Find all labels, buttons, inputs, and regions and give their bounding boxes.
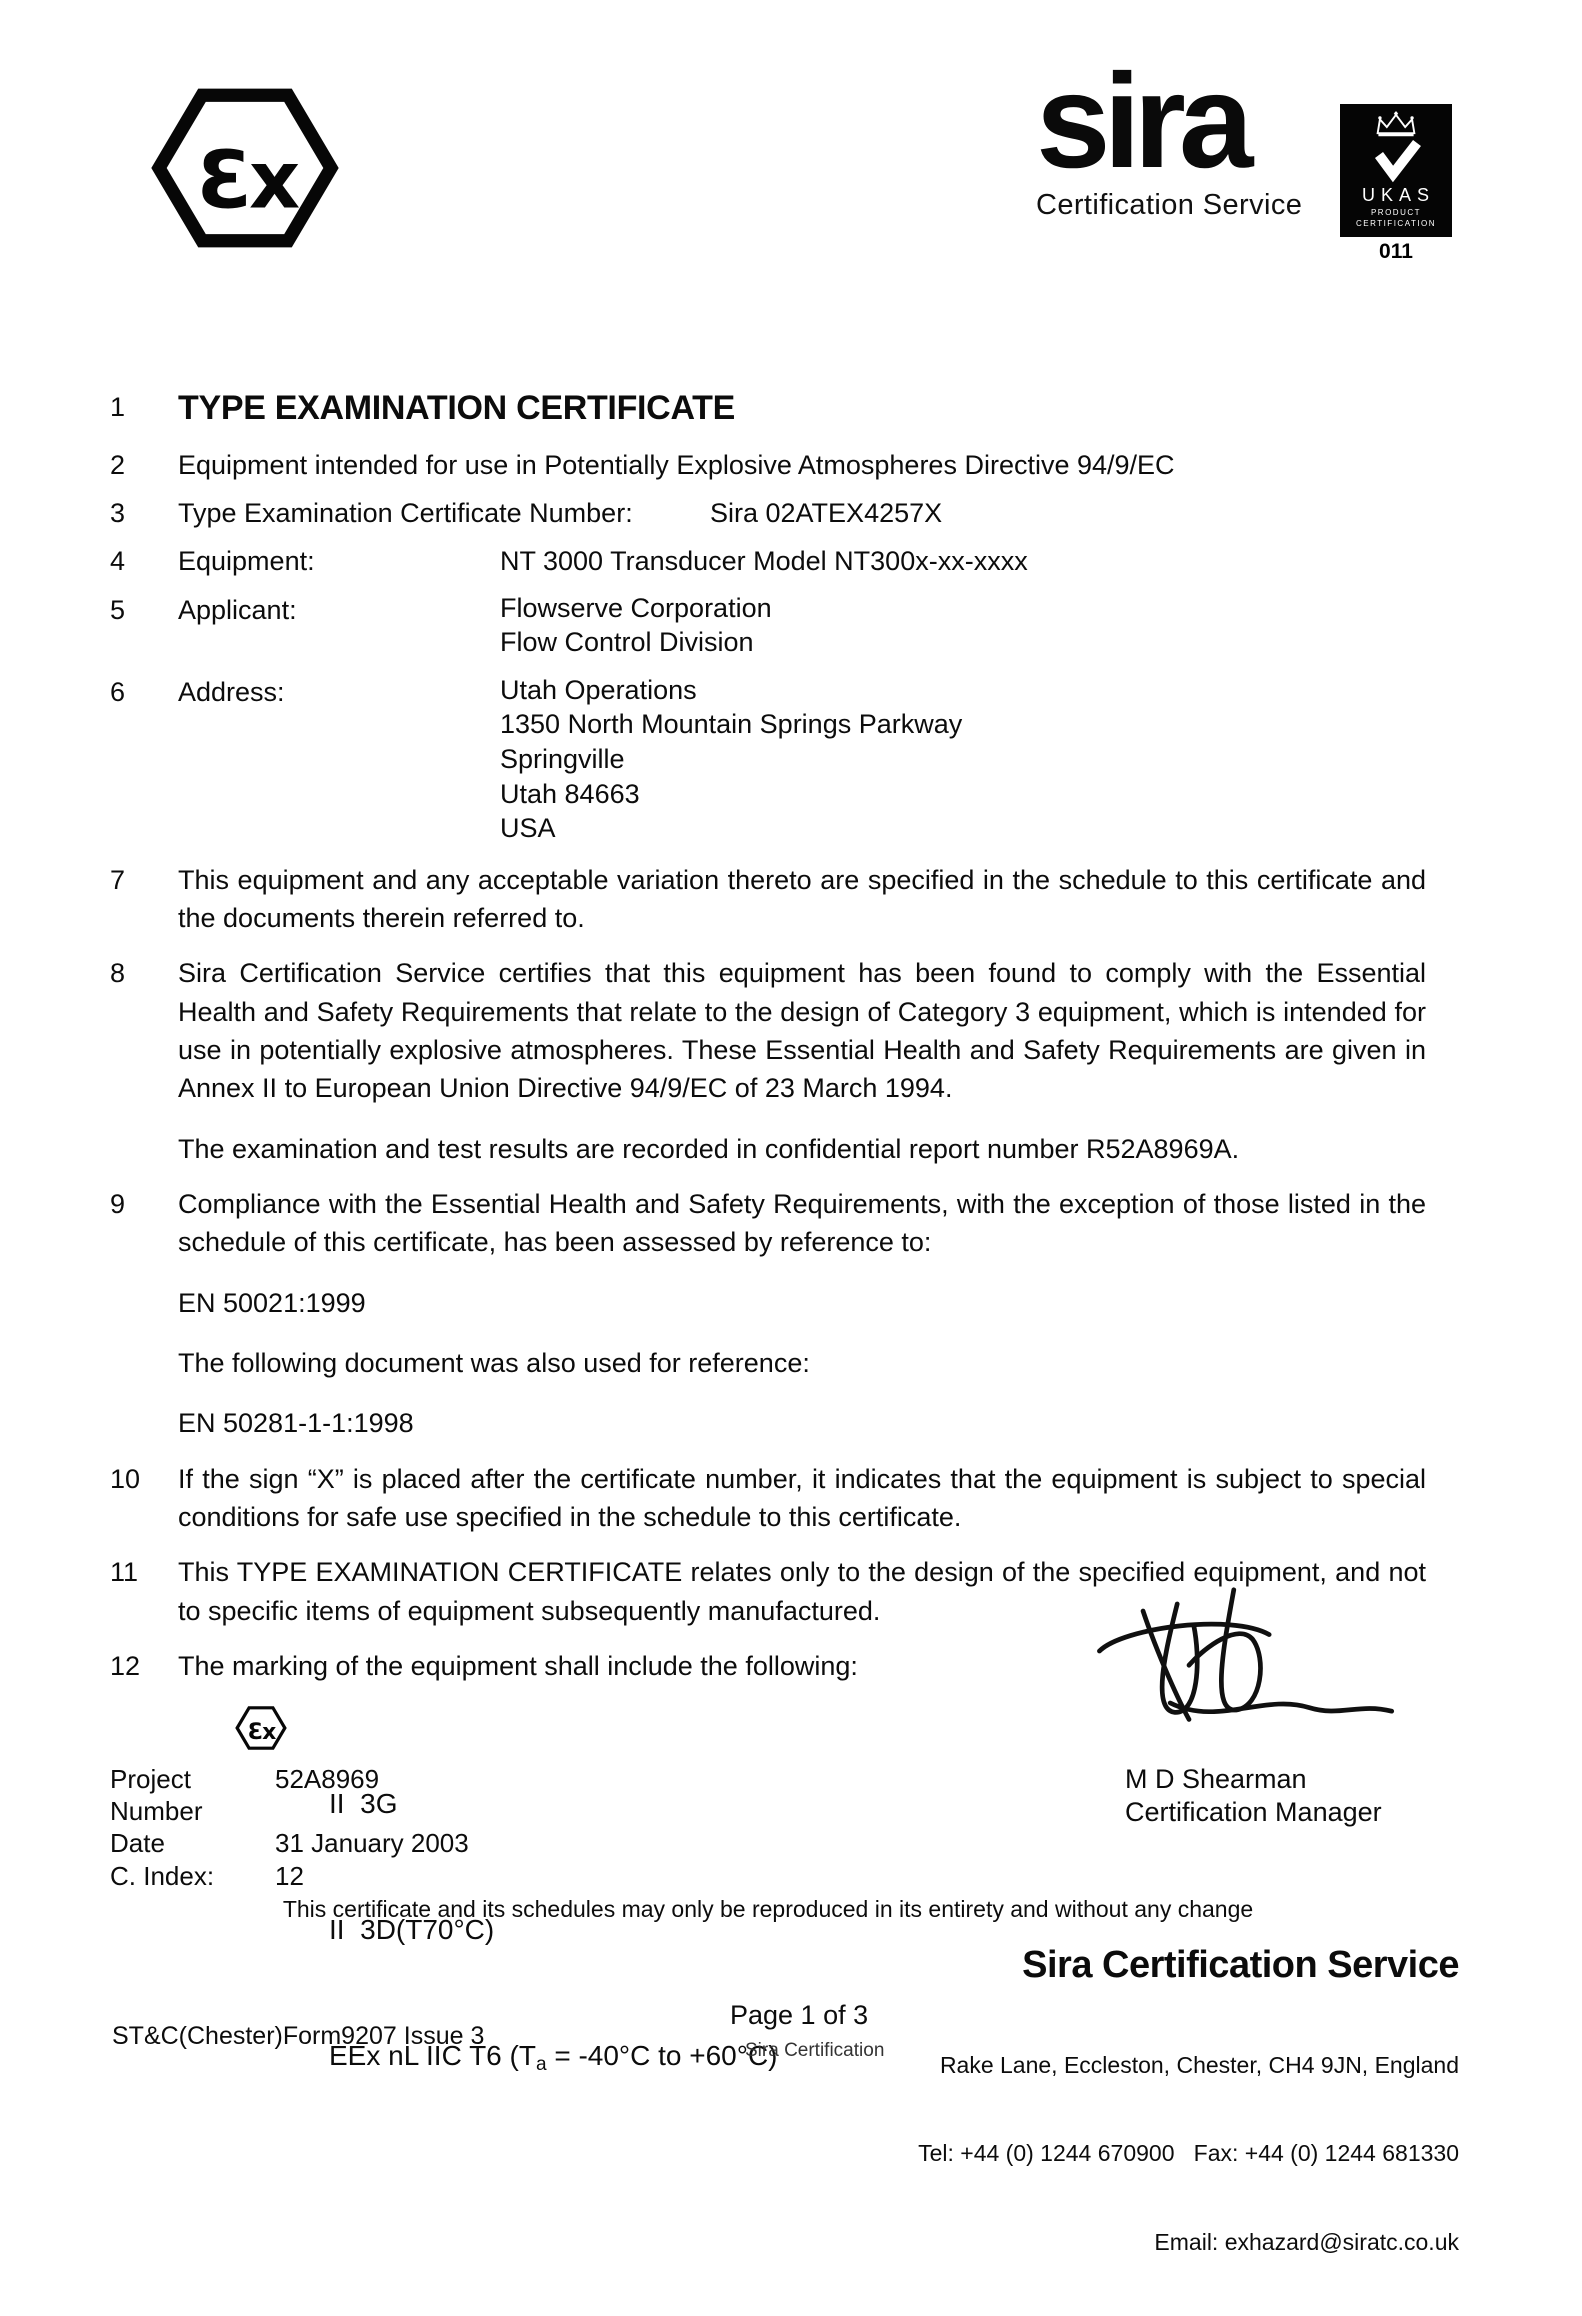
project-number-row	[110, 1763, 469, 1827]
clause-text: Compliance with the Essential Health and Safety Requirements, with the exception of those listed in the schedule of this certificate, has been assessed by reference to:	[178, 1188, 1426, 1258]
c-index-row	[110, 1860, 469, 1892]
clause-number: 11	[110, 1557, 139, 1588]
marking-line-group: II 3G	[329, 1788, 398, 1820]
clause-number: 8	[110, 958, 126, 989]
clause-2	[110, 446, 1426, 484]
ukas-name: UKAS	[1361, 185, 1436, 205]
clause-number: 5	[110, 594, 126, 625]
clause-number: 4	[110, 546, 126, 577]
clause-text: This equipment and any acceptable variation thereto are specified in the schedule to this certificate and the documents therein referred to.	[178, 864, 1426, 933]
clause-6	[110, 673, 1426, 846]
date-row	[110, 1827, 469, 1859]
ukas-badge	[1340, 104, 1452, 264]
subscript-a: a	[535, 2053, 547, 2075]
clause-5	[110, 591, 1426, 660]
clause-number: 1	[110, 392, 126, 422]
ex-symbol-text: Ɛx	[247, 1720, 276, 1746]
clause-text: This TYPE EXAMINATION CERTIFICATE relates only to the design of the specified equipment, and not to specific items of equipment subsequently manufactured.	[178, 1557, 1426, 1626]
ukas-product-line: PRODUCT	[1370, 208, 1422, 217]
report-reference-text: The examination and test results are recorded in confidential report number R52A8969A.	[178, 1133, 1240, 1164]
footer-contact-block	[918, 1992, 1459, 2316]
clause-number: 7	[110, 864, 126, 895]
clause-text: Sira Certification Service certifies that this equipment has been found to comply with the Essential Health and Safety Requirements that relate to the design of Category 3 equipment, which is intended for use in potentially explosive atmospheres. These Essential Health and Safety Requirements are given in Annex II to European Union Directive 94/9/EC of 23 March 1994.	[178, 958, 1426, 1104]
clause-number: 9	[110, 1188, 126, 1219]
project-number-label: Project Number	[110, 1764, 203, 1827]
date-value: 31 January 2003	[275, 1828, 469, 1859]
clause-number: 12	[110, 1650, 141, 1681]
sira-logo-block	[1036, 48, 1336, 222]
address-line: Springville	[500, 743, 625, 774]
ukas-badge-box	[1340, 104, 1452, 237]
clause-4	[110, 542, 1426, 580]
clause-text: The marking of the equipment shall include the following:	[178, 1650, 858, 1681]
equipment-label: Equipment:	[178, 546, 315, 577]
clause-number: 2	[110, 449, 126, 480]
applicant-label: Applicant:	[178, 594, 297, 625]
sira-wordmark: sira	[1036, 47, 1247, 196]
certificate-number-value: Sira 02ATEX4257X	[710, 498, 943, 529]
signature-handwriting	[1090, 1578, 1420, 1743]
address-line: 1350 North Mountain Springs Parkway	[500, 709, 963, 740]
ex-symbol-text: Ɛx	[197, 133, 297, 227]
marking-line-eex: EEx nL IIC T6 (Ta = -40°C to +60°C)	[329, 2040, 778, 2075]
clause-9	[110, 1185, 1426, 1443]
ukas-number: 011	[1379, 240, 1413, 263]
clause-number: 3	[110, 498, 126, 529]
footer-address-line: Rake Lane, Eccleston, Chester, CH4 9JN, England	[939, 2051, 1459, 2078]
clause-10	[110, 1460, 1426, 1537]
standard-en-50021: EN 50021:1999	[178, 1287, 366, 1318]
address-label: Address:	[178, 676, 285, 707]
signer-name: M D Shearman	[1125, 1764, 1307, 1794]
reference-note: The following document was also used for reference:	[178, 1347, 810, 1378]
address-line: Utah Operations	[500, 674, 697, 705]
clause-number: 10	[110, 1463, 141, 1494]
address-line: Utah 84663	[500, 778, 640, 809]
clause-1	[110, 388, 1426, 429]
page-number: Page 1 of 3	[730, 2000, 869, 2030]
c-index-value: 12	[275, 1860, 304, 1891]
ukas-certification-line: CERTIFICATION	[1355, 219, 1437, 228]
footer-telfax-line: Tel: +44 (0) 1244 670900 Fax: +44 (0) 1244 681330	[918, 2140, 1459, 2167]
clause-text: If the sign “X” is placed after the certificate number, it indicates that the equipment is subject to special conditions for safe use specified in the schedule to this certificate.	[178, 1463, 1426, 1532]
checkmark-icon	[1363, 139, 1429, 179]
clause-8	[110, 954, 1426, 1168]
signer-title: Certification Manager	[1125, 1796, 1382, 1827]
form-reference: ST&C(Chester)Form9207 Issue 3	[112, 2022, 485, 2050]
address-value	[500, 673, 962, 846]
signer-block	[1125, 1763, 1382, 1829]
applicant-line: Flowserve Corporation	[500, 592, 772, 623]
clause-7	[110, 861, 1426, 938]
reproduction-notice: This certificate and its schedules may only be reproduced in its entirety and without any change	[282, 1896, 1254, 1922]
certificate-title: TYPE EXAMINATION CERTIFICATE	[178, 389, 736, 427]
cutoff-text: Sira Certification	[745, 2040, 885, 2061]
equipment-value: NT 3000 Transducer Model NT300x-xx-xxxx	[500, 546, 1028, 577]
date-label: Date	[110, 1828, 165, 1859]
footer-org-name: Sira Certification Service	[1022, 1944, 1459, 1986]
standard-en-50281: EN 50281-1-1:1998	[178, 1408, 414, 1439]
marking-line-dust: II 3D(T70°C)	[329, 1914, 495, 1946]
applicant-value	[500, 591, 772, 660]
clause-text: Equipment intended for use in Potentially Explosive Atmospheres Directive 94/9/EC	[178, 449, 1175, 480]
c-index-label: C. Index:	[110, 1860, 215, 1891]
certificate-number-label: Type Examination Certificate Number:	[178, 498, 633, 529]
project-number-value: 52A8969	[275, 1764, 380, 1794]
atex-ex-hexagon-logo-small	[233, 1703, 289, 1753]
sira-subtitle: Certification Service	[1036, 189, 1303, 222]
address-line: USA	[500, 813, 556, 844]
clause-3	[110, 494, 1426, 532]
atex-ex-hexagon-logo	[140, 82, 350, 254]
clause-number: 6	[110, 676, 126, 707]
crown-icon	[1372, 111, 1420, 137]
project-details	[110, 1763, 469, 1892]
footer-email-line: Email: exhazard@siratc.co.uk	[1154, 2228, 1459, 2255]
applicant-line: Flow Control Division	[500, 627, 754, 658]
